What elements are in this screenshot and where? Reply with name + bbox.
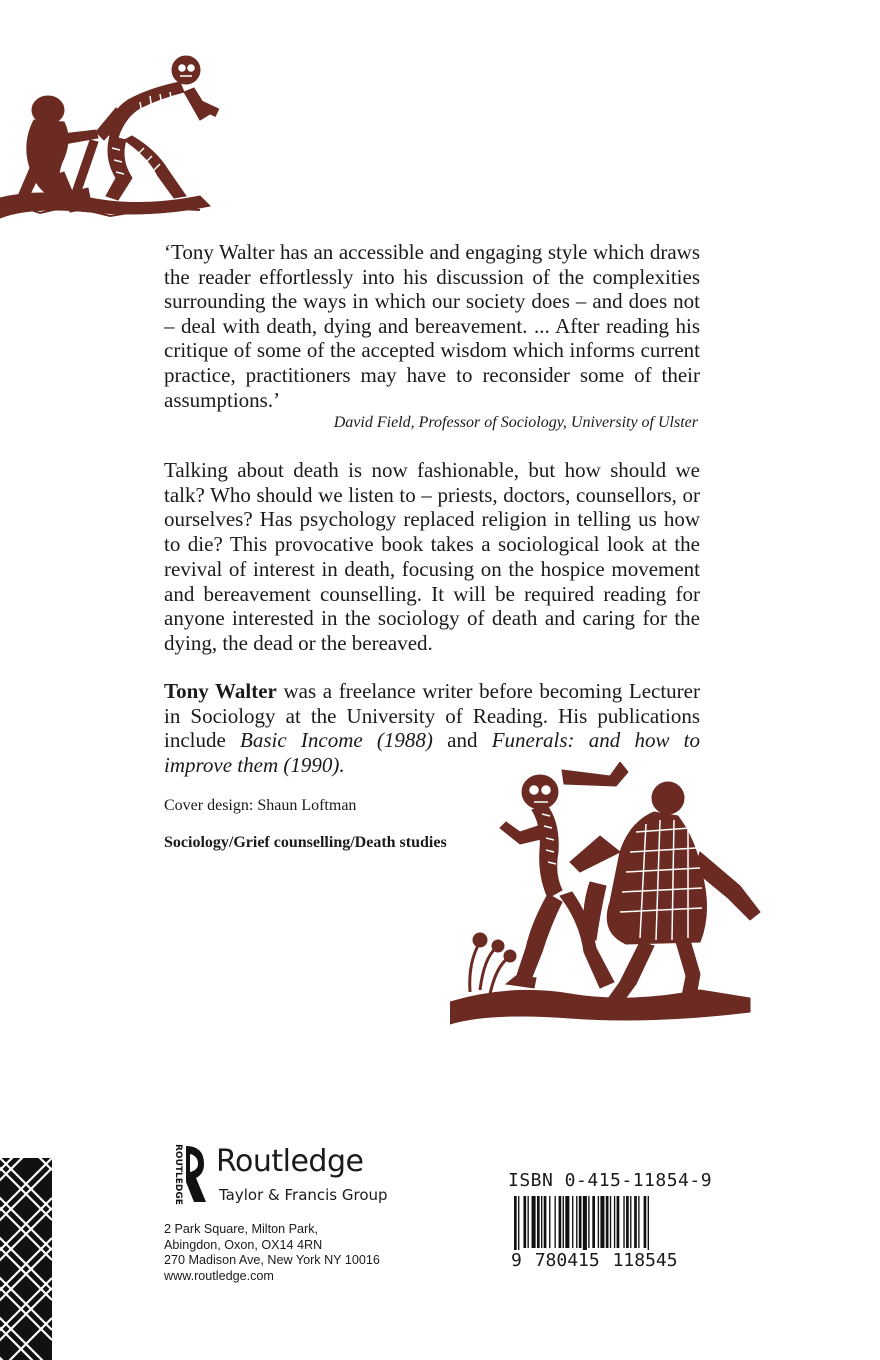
barcode-bar xyxy=(563,1196,564,1248)
barcode-bar xyxy=(638,1196,639,1248)
publisher-name: Routledge xyxy=(216,1144,364,1179)
quote-attribution: David Field, Professor of Sociology, University of Ulster xyxy=(333,414,698,431)
barcode-bar xyxy=(626,1196,629,1248)
barcode-bar xyxy=(623,1196,624,1248)
logo-vertical-text: ROUTLEDGE xyxy=(173,1144,183,1205)
barcode-bar xyxy=(532,1196,536,1248)
address-line: 270 Madison Ave, New York NY 10016 xyxy=(164,1253,380,1268)
barcode-bar xyxy=(598,1196,599,1248)
author-bio-text-2: and xyxy=(432,728,492,753)
book-title-funerals: Funerals: and how to improve them (1990). xyxy=(164,728,700,777)
website-url: www.routledge.com xyxy=(164,1268,274,1283)
author-name: Tony Walter xyxy=(164,679,277,703)
review-quote: ‘Tony Walter has an accessible and engaging style which draws the reader effortlessly into his discussion of the complexities surrounding the ways in which our society does – and does not – deal with death, dying and bereavement. ... After reading his critique of some of the accepted wisdom which informs current practice, practitioners may have to reconsider some of their assumptions.’ xyxy=(164,240,700,412)
barcode-digits-right: 118545 xyxy=(612,1250,678,1271)
barcode-bar xyxy=(630,1196,631,1248)
cover-design-credit: Cover design: Shaun Loftman xyxy=(164,797,357,814)
barcode-bar xyxy=(576,1196,577,1248)
barcode-bar xyxy=(644,1196,647,1248)
barcode-bar xyxy=(549,1196,550,1248)
address-line: Abingdon, Oxon, OX14 4RN xyxy=(164,1237,323,1252)
barcode-bar xyxy=(572,1196,573,1248)
barcode-bar xyxy=(544,1196,547,1248)
barcode-digit-first: 9 xyxy=(511,1250,522,1271)
barcode-bar xyxy=(588,1196,589,1248)
isbn-label: ISBN 0-415-11854-9 xyxy=(508,1170,713,1191)
author-bio-text-1: was a freelance writer before becoming Lecturer in Sociology at the University of Reading. His publications include xyxy=(164,679,700,753)
book-description: Talking about death is now fashionable, but how should we talk? Who should we listen to – priests, doctors, counsellors, or ourselves? Has psychology replaced religion in telling us how to die? This provocative book takes a sociological look at the revival of interest in death, focusing on the hospice movement and bereavement counselling. It will be required reading for anyone interested in the sociology of death and caring for the dying, the dead or the bereaved. xyxy=(164,458,700,655)
barcode-bar xyxy=(559,1196,562,1248)
barcode-digits xyxy=(510,1250,679,1271)
barcode-bar xyxy=(614,1196,615,1248)
barcode-bar xyxy=(537,1196,540,1248)
routledge-logo-icon xyxy=(164,1140,210,1208)
publisher-block xyxy=(164,1140,424,1210)
barcode-bar xyxy=(528,1196,529,1248)
barcode-digits-left: 780415 xyxy=(534,1250,600,1271)
barcode-bar xyxy=(541,1196,542,1248)
barcode-bar xyxy=(565,1196,569,1248)
barcode-bar xyxy=(600,1196,604,1248)
barcode-bar xyxy=(523,1196,526,1248)
subject-category: Sociology/Grief counselling/Death studies xyxy=(164,834,447,851)
address-line: 2 Park Square, Milton Park, xyxy=(164,1222,318,1236)
barcode-bar xyxy=(634,1196,637,1248)
publisher-address xyxy=(164,1222,380,1284)
barcode-bar xyxy=(555,1196,556,1248)
barcode-bar xyxy=(606,1196,609,1248)
barcode-bar xyxy=(579,1196,582,1248)
barcode-bar xyxy=(592,1196,595,1248)
barcode-bar xyxy=(617,1196,620,1248)
publisher-group: Taylor & Francis Group xyxy=(219,1186,388,1204)
lattice-pattern-icon xyxy=(0,1158,52,1360)
dance-of-death-woodcut-icon xyxy=(450,762,770,1030)
book-title-basic-income: Basic Income (1988) xyxy=(240,728,433,753)
skeleton-child-woodcut-icon xyxy=(0,48,230,238)
barcode-bar xyxy=(610,1196,611,1248)
